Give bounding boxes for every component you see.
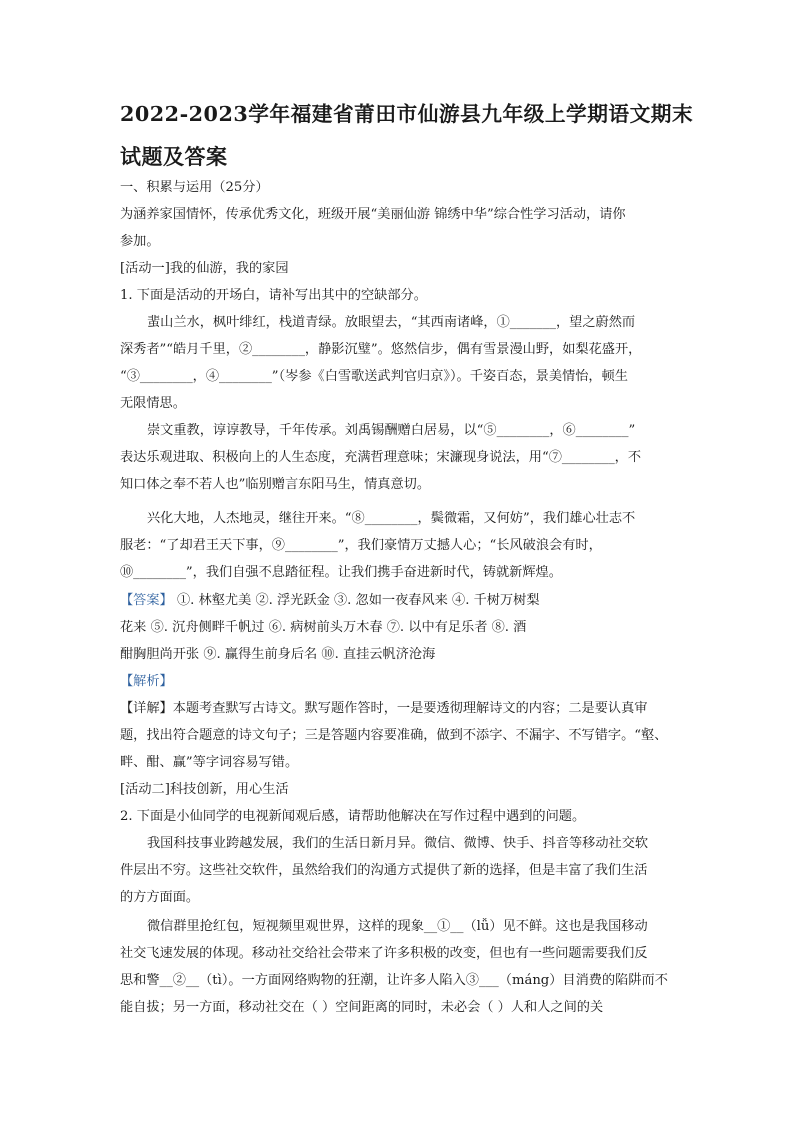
- paragraph-line: 件层出不穷。这些社交软件，虽然给我们的沟通方式提供了新的选择，但是丰富了我们生活: [120, 863, 648, 878]
- detail-line: 【详解】本题考查默写古诗文。默写题作答时，一是要透彻理解诗文的内容；二是要认真审: [120, 701, 648, 716]
- analysis-label: 【解析】: [120, 674, 173, 689]
- paragraph-line: 兴化大地，人杰地灵，继往开来。“⑧________，鬓微霜，又何妨”，我们雄心壮志不: [147, 511, 636, 526]
- paragraph-line: ⑩________”，我们自强不息踏征程。让我们携手奋进新时代，铸就新辉煌。: [120, 565, 562, 580]
- paragraph-line: 崇文重教，谆谆教导，千年传承。刘禹锡酬赠白居易，以“⑤________，⑥________”: [147, 423, 636, 438]
- answer-line: 酣胸胆尚开张 ⑨. 赢得生前身后名 ⑩. 直挂云帆济沧海: [120, 647, 436, 662]
- paragraph-line: 表达乐观进取、积极向上的人生态度，充满哲理意味；宋濂现身说法，用“⑦________，不: [120, 450, 642, 465]
- paragraph-line: 能自拔；另一方面，移动社交在（ ）空间距离的同时，未必会（ ）人和人之间的关: [120, 1000, 604, 1015]
- answer-line: 【答案】 ①. 林壑尤美 ②. 浮光跃金 ③. 忽如一夜春风来 ④. 千树万树梨: [120, 593, 540, 608]
- paragraph-line: “③________，④________”（岑参《白雪歌送武判官归京》）。千姿百态，景美情怡，顿生: [120, 369, 628, 384]
- paragraph-line: 无限情思。: [120, 396, 186, 411]
- paragraph-line: 社交飞速发展的体现。移动社交给社会带来了许多积极的改变，但也有一些问题需要我们反: [120, 946, 648, 961]
- paragraph-line: 深秀者”“皓月千里，②________，静影沉璧”。悠然信步，偶有雪景漫山野，如梨花盛开，: [120, 342, 642, 357]
- paragraph-line: 服老：“了却君王天下事，⑨________”，我们豪情万丈撼人心；“长风破浪会有时，: [120, 538, 602, 553]
- document-title-line-1: 2022-2023学年福建省莆田市仙游县九年级上学期语文期末: [120, 102, 694, 126]
- document-title-line-2: 试题及答案: [120, 144, 228, 169]
- paragraph-line: 思和警__②__（tì）。一方面网络购物的狂潮，让许多人陷入③___（máng）目消费的陷阱而不: [120, 973, 668, 988]
- paragraph-line: 知口体之奉不若人也”临别赠言东阳马生，情真意切。: [120, 477, 431, 492]
- question-line: 2. 下面是小仙同学的电视新闻观后感，请帮助他解决在写作过程中遇到的问题。: [120, 809, 586, 824]
- paragraph-line: 的方方面面。: [120, 890, 200, 905]
- section-heading: 一、积累与运用（25分）: [120, 180, 269, 195]
- paragraph-line: 为涵养家国情怀，传承优秀文化，班级开展“美丽仙游 锦绣中华”综合性学习活动，请你: [120, 207, 626, 222]
- answer-label: 【答案】: [120, 593, 173, 608]
- detail-line: 题，找出符合题意的诗文句子；三是答题内容要准确，做到不添字、不漏字、不写错字。“壑、: [120, 728, 668, 743]
- question-line: 1. 下面是活动的开场白，请补写出其中的空缺部分。: [120, 288, 427, 303]
- paragraph-line: 微信群里抢红包，短视频里观世界，这样的现象__①__（lǚ）见不鲜。这也是我国移动: [147, 919, 648, 934]
- answer-line: 花来 ⑤. 沉舟侧畔千帆过 ⑥. 病树前头万木春 ⑦. 以中有足乐者 ⑧. 酒: [120, 620, 527, 635]
- activity-heading: [活动二]科技创新，用心生活: [120, 782, 289, 797]
- paragraph-line: 蜚山兰水，枫叶绯红，栈道青绿。放眼望去，“其西南诸峰，①_______，望之蔚然而: [147, 315, 636, 330]
- activity-heading: [活动一]我的仙游，我的家园: [120, 261, 289, 276]
- paragraph-line: 我国科技事业跨越发展，我们的生活日新月异。微信、微博、快手、抖音等移动社交软: [147, 836, 649, 851]
- detail-line: 畔、酣、赢”等字词容易写错。: [120, 755, 299, 770]
- paragraph-line: 参加。: [120, 234, 160, 249]
